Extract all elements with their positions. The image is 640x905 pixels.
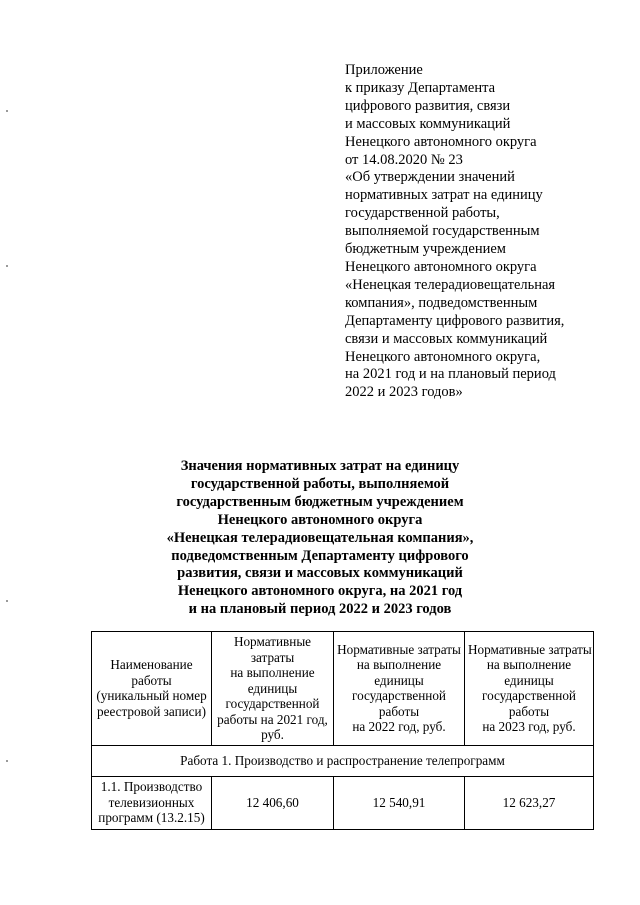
header-cost-2022: Нормативные затраты на выполнение единицы государственной работы на 2022 год, руб. [334, 632, 465, 746]
appendix-line: «Ненецкая телерадиовещательная [345, 276, 556, 293]
row-value-2023: 12 623,27 [465, 776, 594, 829]
appendix-line: и массовых коммуникаций [345, 115, 511, 132]
title-line: «Ненецкая телерадиовещательная компания», [166, 529, 474, 546]
scan-speck [6, 110, 8, 112]
appendix-line: к приказу Департамента [345, 79, 496, 96]
header-cost-2021: Нормативные затраты на выполнение единицы государственной работы на 2021 год, руб. [212, 632, 334, 746]
norms-table [91, 631, 594, 830]
table-header-row [92, 632, 594, 746]
title-line: государственным бюджетным учреждением [176, 493, 464, 510]
appendix-line: Департаменту цифрового развития, [345, 312, 565, 329]
appendix-line: компания», подведомственным [345, 294, 538, 311]
appendix-line: 2022 и 2023 годов» [345, 384, 463, 401]
title-line: подведомственным Департаменту цифрового [171, 547, 469, 564]
row-value-2022: 12 540,91 [334, 776, 465, 829]
appendix-line: Ненецкого автономного округа, [345, 348, 541, 365]
appendix-line: связи и массовых коммуникаций [345, 330, 548, 347]
title-line: Ненецкого автономного округа [217, 511, 423, 528]
title-line: Значения нормативных затрат на единицу [180, 458, 460, 474]
header-work-name: Наименование работы (уникальный номер реестровой записи) [92, 632, 212, 746]
appendix-line: «Об утверждении значений [345, 169, 515, 186]
scan-speck [6, 265, 8, 267]
appendix-line: цифрового развития, связи [345, 97, 511, 114]
document-title [0, 458, 640, 619]
row-work-name: 1.1. Производство телевизионных программ (13.2.15) [92, 776, 212, 829]
section-title: Работа 1. Производство и распространение телепрограмм [92, 745, 594, 776]
table-section-row [92, 745, 594, 776]
appendix-line: Приложение [345, 62, 423, 78]
scan-speck [6, 600, 8, 602]
appendix-line: государственной работы, [345, 205, 500, 222]
appendix-line: Ненецкого автономного округа [345, 258, 537, 275]
appendix-line: Ненецкого автономного округа [345, 133, 537, 150]
appendix-line: нормативных затрат на единицу [345, 187, 543, 204]
scan-speck [6, 760, 8, 762]
title-line: Ненецкого автономного округа, на 2021 год [177, 583, 463, 600]
header-cost-2023: Нормативные затраты на выполнение единицы государственной работы на 2023 год, руб. [465, 632, 594, 746]
row-value-2021: 12 406,60 [212, 776, 334, 829]
table-row [92, 776, 594, 829]
appendix-line: на 2021 год и на плановый период [345, 366, 556, 383]
title-line: и на плановый период 2022 и 2023 годов [188, 601, 452, 618]
appendix-block [345, 62, 630, 402]
title-line: развития, связи и массовых коммуникаций [177, 565, 463, 582]
appendix-line: от 14.08.2020 № 23 [345, 151, 463, 168]
appendix-line: выполняемой государственным [345, 223, 540, 240]
appendix-line: бюджетным учреждением [345, 241, 506, 258]
title-line: государственной работы, выполняемой [190, 475, 450, 492]
